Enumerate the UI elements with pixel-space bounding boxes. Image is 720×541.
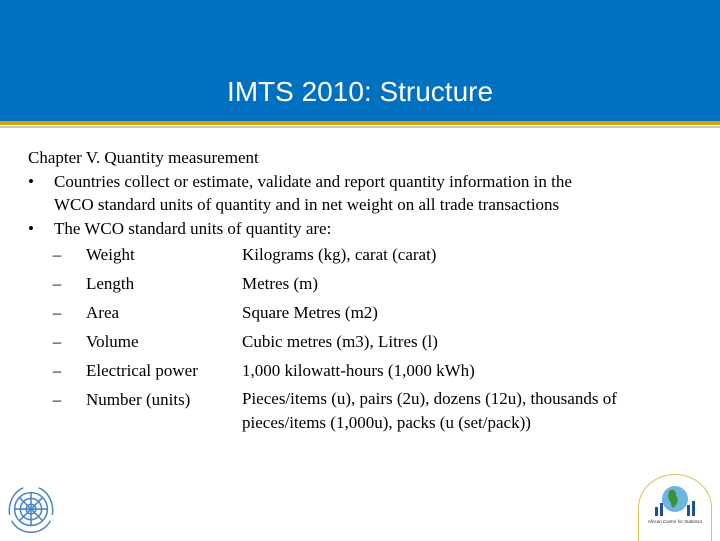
slide-body (28, 146, 708, 434)
dash-marker: – (52, 245, 62, 264)
slide-title: IMTS 2010: Structure (226, 76, 494, 107)
unit-description: 1,000 kilowatt-hours (1,000 kWh) (242, 361, 475, 380)
unit-name: Number (units) (86, 390, 191, 409)
dash-marker: – (52, 390, 62, 409)
dash-marker: – (52, 361, 62, 380)
dash-marker: – (52, 332, 62, 351)
unit-name: Electrical power (86, 361, 198, 380)
unit-name: Area (86, 303, 120, 322)
un-emblem-logo (2, 482, 60, 540)
acs-emblem-icon (639, 475, 711, 519)
bullet-continuation: WCO standard units of quantity and in net weight on all trade transactions (54, 195, 560, 214)
chapter-heading: Chapter V. Quantity measurement (28, 148, 259, 167)
bullet-item (28, 217, 708, 241)
unit-row (28, 298, 708, 327)
unit-description: Cubic metres (m3), Litres (l) (242, 332, 438, 351)
bullet-marker: • (28, 218, 34, 238)
unit-row (28, 240, 708, 269)
bullet-text: Countries collect or estimate, validate and report quantity information in the (54, 171, 572, 191)
dash-marker: – (52, 274, 62, 293)
unit-name: Length (86, 274, 135, 293)
unit-row (28, 327, 708, 356)
bullet-marker: • (28, 171, 34, 191)
acs-caption: African Centre for Statistics (647, 519, 703, 524)
unit-description: Pieces/items (u), pairs (2u), dozens (12u), thousands of pieces/items (1,000u), packs (u (set/pack)) (242, 389, 617, 432)
unit-row (28, 356, 708, 385)
gold-divider (0, 121, 720, 125)
unit-description: Square Metres (m2) (242, 303, 378, 322)
unit-row (28, 269, 708, 298)
unit-description: Metres (m) (242, 274, 319, 293)
bullet-text: The WCO standard units of quantity are: (54, 218, 332, 238)
grey-divider (0, 126, 720, 128)
bullet-item (28, 170, 708, 194)
unit-description: Kilograms (kg), carat (carat) (242, 245, 437, 264)
dash-marker: – (52, 303, 62, 322)
unit-row (28, 385, 708, 434)
acs-logo (638, 474, 712, 541)
unit-name: Weight (86, 245, 135, 264)
unit-name: Volume (86, 332, 139, 351)
